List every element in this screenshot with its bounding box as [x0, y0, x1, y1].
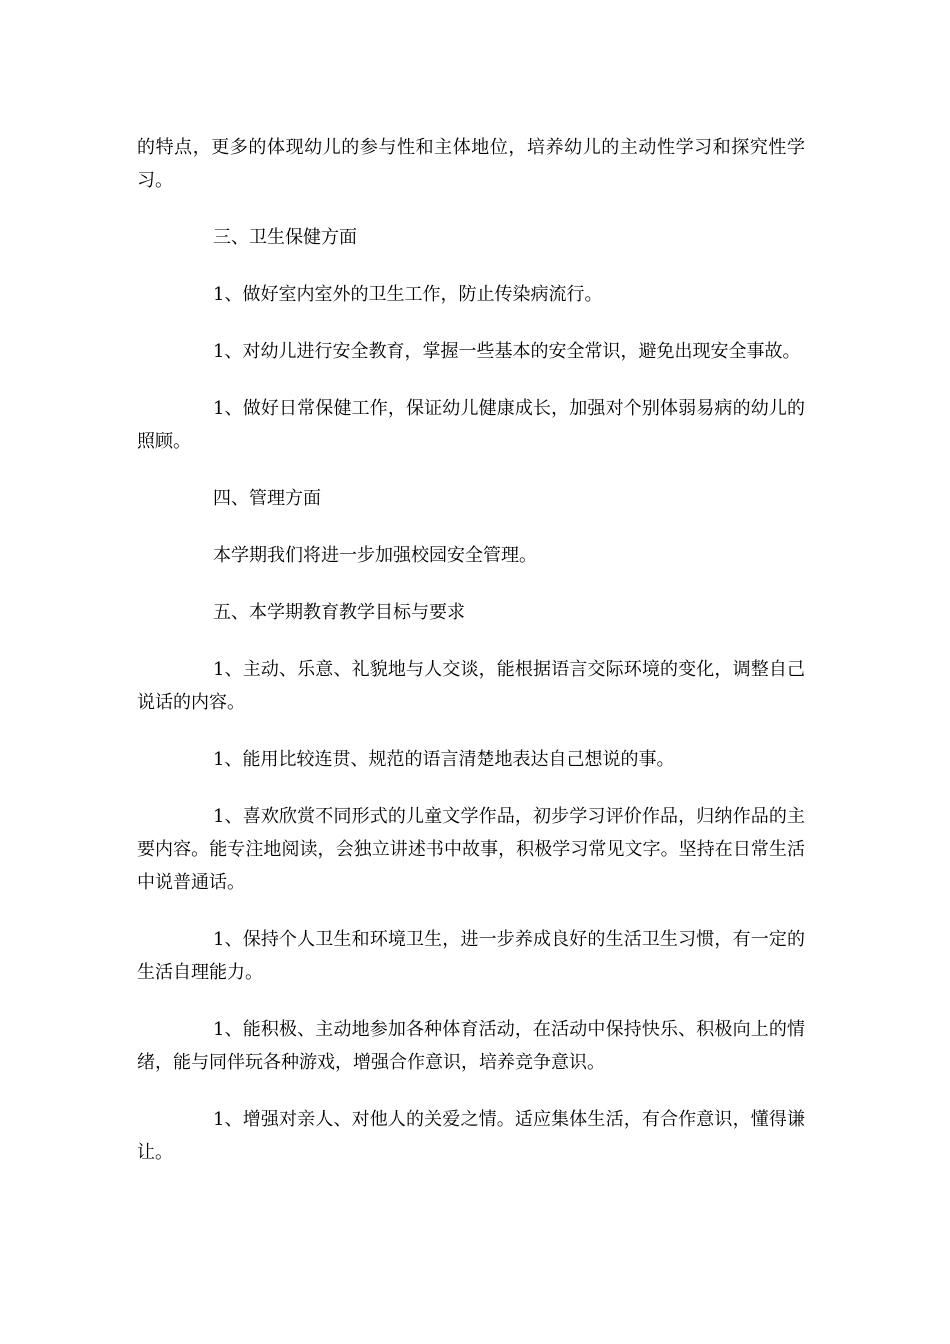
list-item: 1、主动、乐意、礼貌地与人交谈，能根据语言交际环境的变化，调整自己说话的内容。: [137, 659, 805, 713]
section-heading-hygiene: 三、卫生保健方面: [213, 227, 357, 248]
section-heading-goals: 五、本学期教育教学目标与要求: [213, 602, 465, 623]
list-item: 1、做好日常保健工作，保证幼儿健康成长，加强对个别体弱易病的幼儿的照顾。: [137, 398, 805, 452]
list-item: 1、能用比较连贯、规范的语言清楚地表达自己想说的事。: [213, 749, 675, 770]
document-body: [137, 131, 805, 1193]
list-item: 1、对幼儿进行安全教育，掌握一些基本的安全常识，避免出现安全事故。: [213, 341, 801, 362]
list-item: 1、能积极、主动地参加各种体育活动，在活动中保持快乐、积极向上的情绪，能与同伴玩各种游戏，增强合作意识，培养竞争意识。: [137, 1019, 805, 1073]
paragraph-continuation: 的特点，更多的体现幼儿的参与性和主体地位，培养幼儿的主动性学习和探究性学习。: [137, 137, 805, 191]
list-item: 1、保持个人卫生和环境卫生，进一步养成良好的生活卫生习惯，有一定的生活自理能力。: [137, 929, 805, 983]
section-heading-management: 四、管理方面: [213, 488, 321, 509]
list-item: 1、喜欢欣赏不同形式的儿童文学作品，初步学习评价作品，归纳作品的主要内容。能专注地阅读，会独立讲述书中故事，积极学习常见文字。坚持在日常生活中说普通话。: [137, 806, 805, 893]
paragraph: 本学期我们将进一步加强校园安全管理。: [213, 545, 537, 566]
list-item: 1、做好室内室外的卫生工作，防止传染病流行。: [213, 284, 603, 305]
list-item: 1、增强对亲人、对他人的关爱之情。适应集体生活，有合作意识，懂得谦让。: [137, 1109, 805, 1163]
